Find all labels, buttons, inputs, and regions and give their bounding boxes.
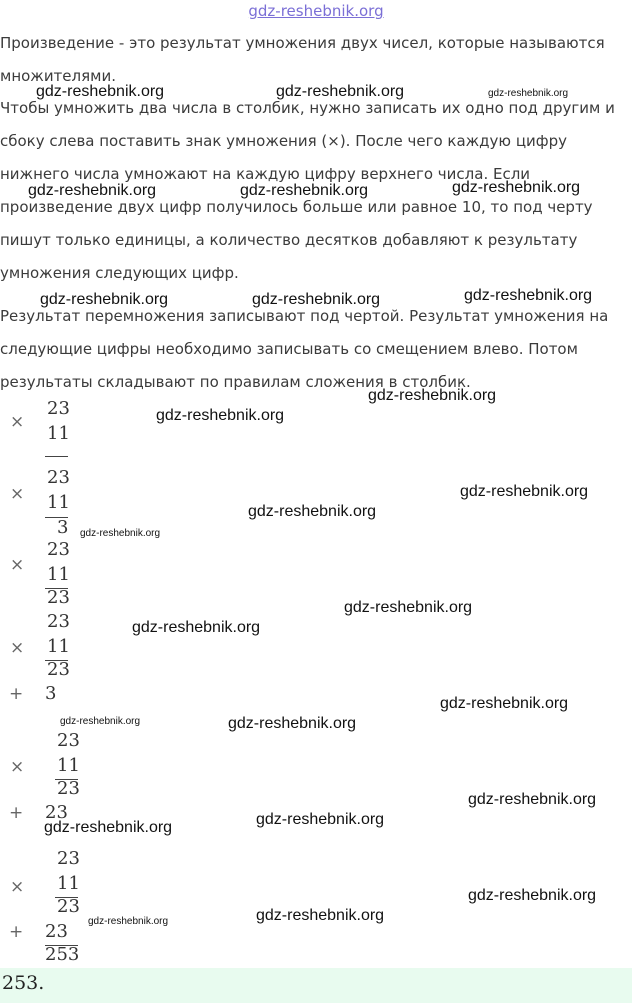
partial-product: 23 <box>45 921 68 942</box>
partial-product: 23 <box>57 778 80 799</box>
watermark: gdz-reshebnik.org <box>156 407 285 424</box>
partial-product: 23 <box>47 587 70 608</box>
watermark: gdz-reshebnik.org <box>132 619 261 636</box>
multiplicand: 23 <box>47 398 70 419</box>
watermark: gdz-reshebnik.org <box>88 916 169 927</box>
plus-sign: + <box>9 803 24 823</box>
watermark: gdz-reshebnik.org <box>80 528 161 539</box>
text-line: нижнего числа умножают на каждую цифру верхнего числа. Если <box>0 165 531 183</box>
times-sign: × <box>10 638 25 658</box>
partial-product: 3 <box>45 683 57 704</box>
times-sign: × <box>10 757 25 777</box>
multiplier: 11 <box>57 873 80 894</box>
watermark: gdz-reshebnik.org <box>36 83 165 100</box>
watermark: gdz-reshebnik.org <box>256 907 385 924</box>
multiplier: 11 <box>47 564 70 585</box>
watermark: gdz-reshebnik.org <box>60 716 141 727</box>
watermark: gdz-reshebnik.org <box>464 287 593 304</box>
text-line: следующие цифры необходимо записывать со смещением влево. Потом <box>0 340 578 358</box>
paragraph-result <box>0 305 630 404</box>
site-link[interactable]: gdz-reshebnik.org <box>248 2 384 20</box>
result-line <box>45 456 68 457</box>
partial-product: 3 <box>57 517 69 538</box>
watermark: gdz-reshebnik.org <box>256 811 385 828</box>
text-line: пишут только единицы, а количество десятков добавляют к результату <box>0 231 578 249</box>
watermark: gdz-reshebnik.org <box>252 291 381 308</box>
watermark: gdz-reshebnik.org <box>44 819 173 836</box>
plus-sign: + <box>9 922 24 942</box>
multiplier: 11 <box>47 492 70 513</box>
multiplier: 11 <box>47 636 70 657</box>
times-sign: × <box>10 484 25 504</box>
text-line: умножения следующих цифр. <box>0 264 239 282</box>
watermark: gdz-reshebnik.org <box>40 291 169 308</box>
plus-sign: + <box>9 684 24 704</box>
times-sign: × <box>10 555 25 575</box>
watermark: gdz-reshebnik.org <box>468 791 597 808</box>
watermark: gdz-reshebnik.org <box>488 88 569 99</box>
answer-bar <box>0 968 632 1003</box>
multiplicand: 23 <box>47 611 70 632</box>
text-line: произведение двух цифр получилось больше или равное 10, то под черту <box>0 198 593 216</box>
watermark: gdz-reshebnik.org <box>468 887 597 904</box>
final-sum: 253 <box>45 944 80 965</box>
times-sign: × <box>10 412 25 432</box>
times-sign: × <box>10 877 25 897</box>
partial-product: 23 <box>57 896 80 917</box>
text-line: результаты складывают по правилам сложения в столбик. <box>0 373 471 391</box>
text-line: Чтобы умножить два числа в столбик, нужно записать их одно под другим и <box>0 99 615 117</box>
multiplicand: 23 <box>57 848 80 869</box>
partial-product: 23 <box>45 802 68 823</box>
multiplier: 11 <box>47 423 70 444</box>
answer: 253. <box>2 972 45 994</box>
watermark: gdz-reshebnik.org <box>440 695 569 712</box>
watermark: gdz-reshebnik.org <box>248 503 377 520</box>
text-line: множителями. <box>0 67 116 85</box>
watermark: gdz-reshebnik.org <box>452 179 581 196</box>
text-line: сбоку слева поставить знак умножения (×). После чего каждую цифру <box>0 132 568 150</box>
watermark: gdz-reshebnik.org <box>276 83 405 100</box>
partial-product: 23 <box>47 659 70 680</box>
watermark: gdz-reshebnik.org <box>368 387 497 404</box>
multiplicand: 23 <box>47 467 70 488</box>
watermark: gdz-reshebnik.org <box>240 182 369 199</box>
watermark: gdz-reshebnik.org <box>228 715 357 732</box>
watermark: gdz-reshebnik.org <box>460 483 589 500</box>
text-line: Произведение - это результат умножения двух чисел, которые называются <box>0 34 605 52</box>
multiplicand: 23 <box>47 539 70 560</box>
watermark: gdz-reshebnik.org <box>28 182 157 199</box>
watermark: gdz-reshebnik.org <box>344 599 473 616</box>
text-line: Результат перемножения записывают под чертой. Результат умножения на <box>0 307 609 325</box>
multiplier: 11 <box>57 755 80 776</box>
multiplicand: 23 <box>57 730 80 751</box>
